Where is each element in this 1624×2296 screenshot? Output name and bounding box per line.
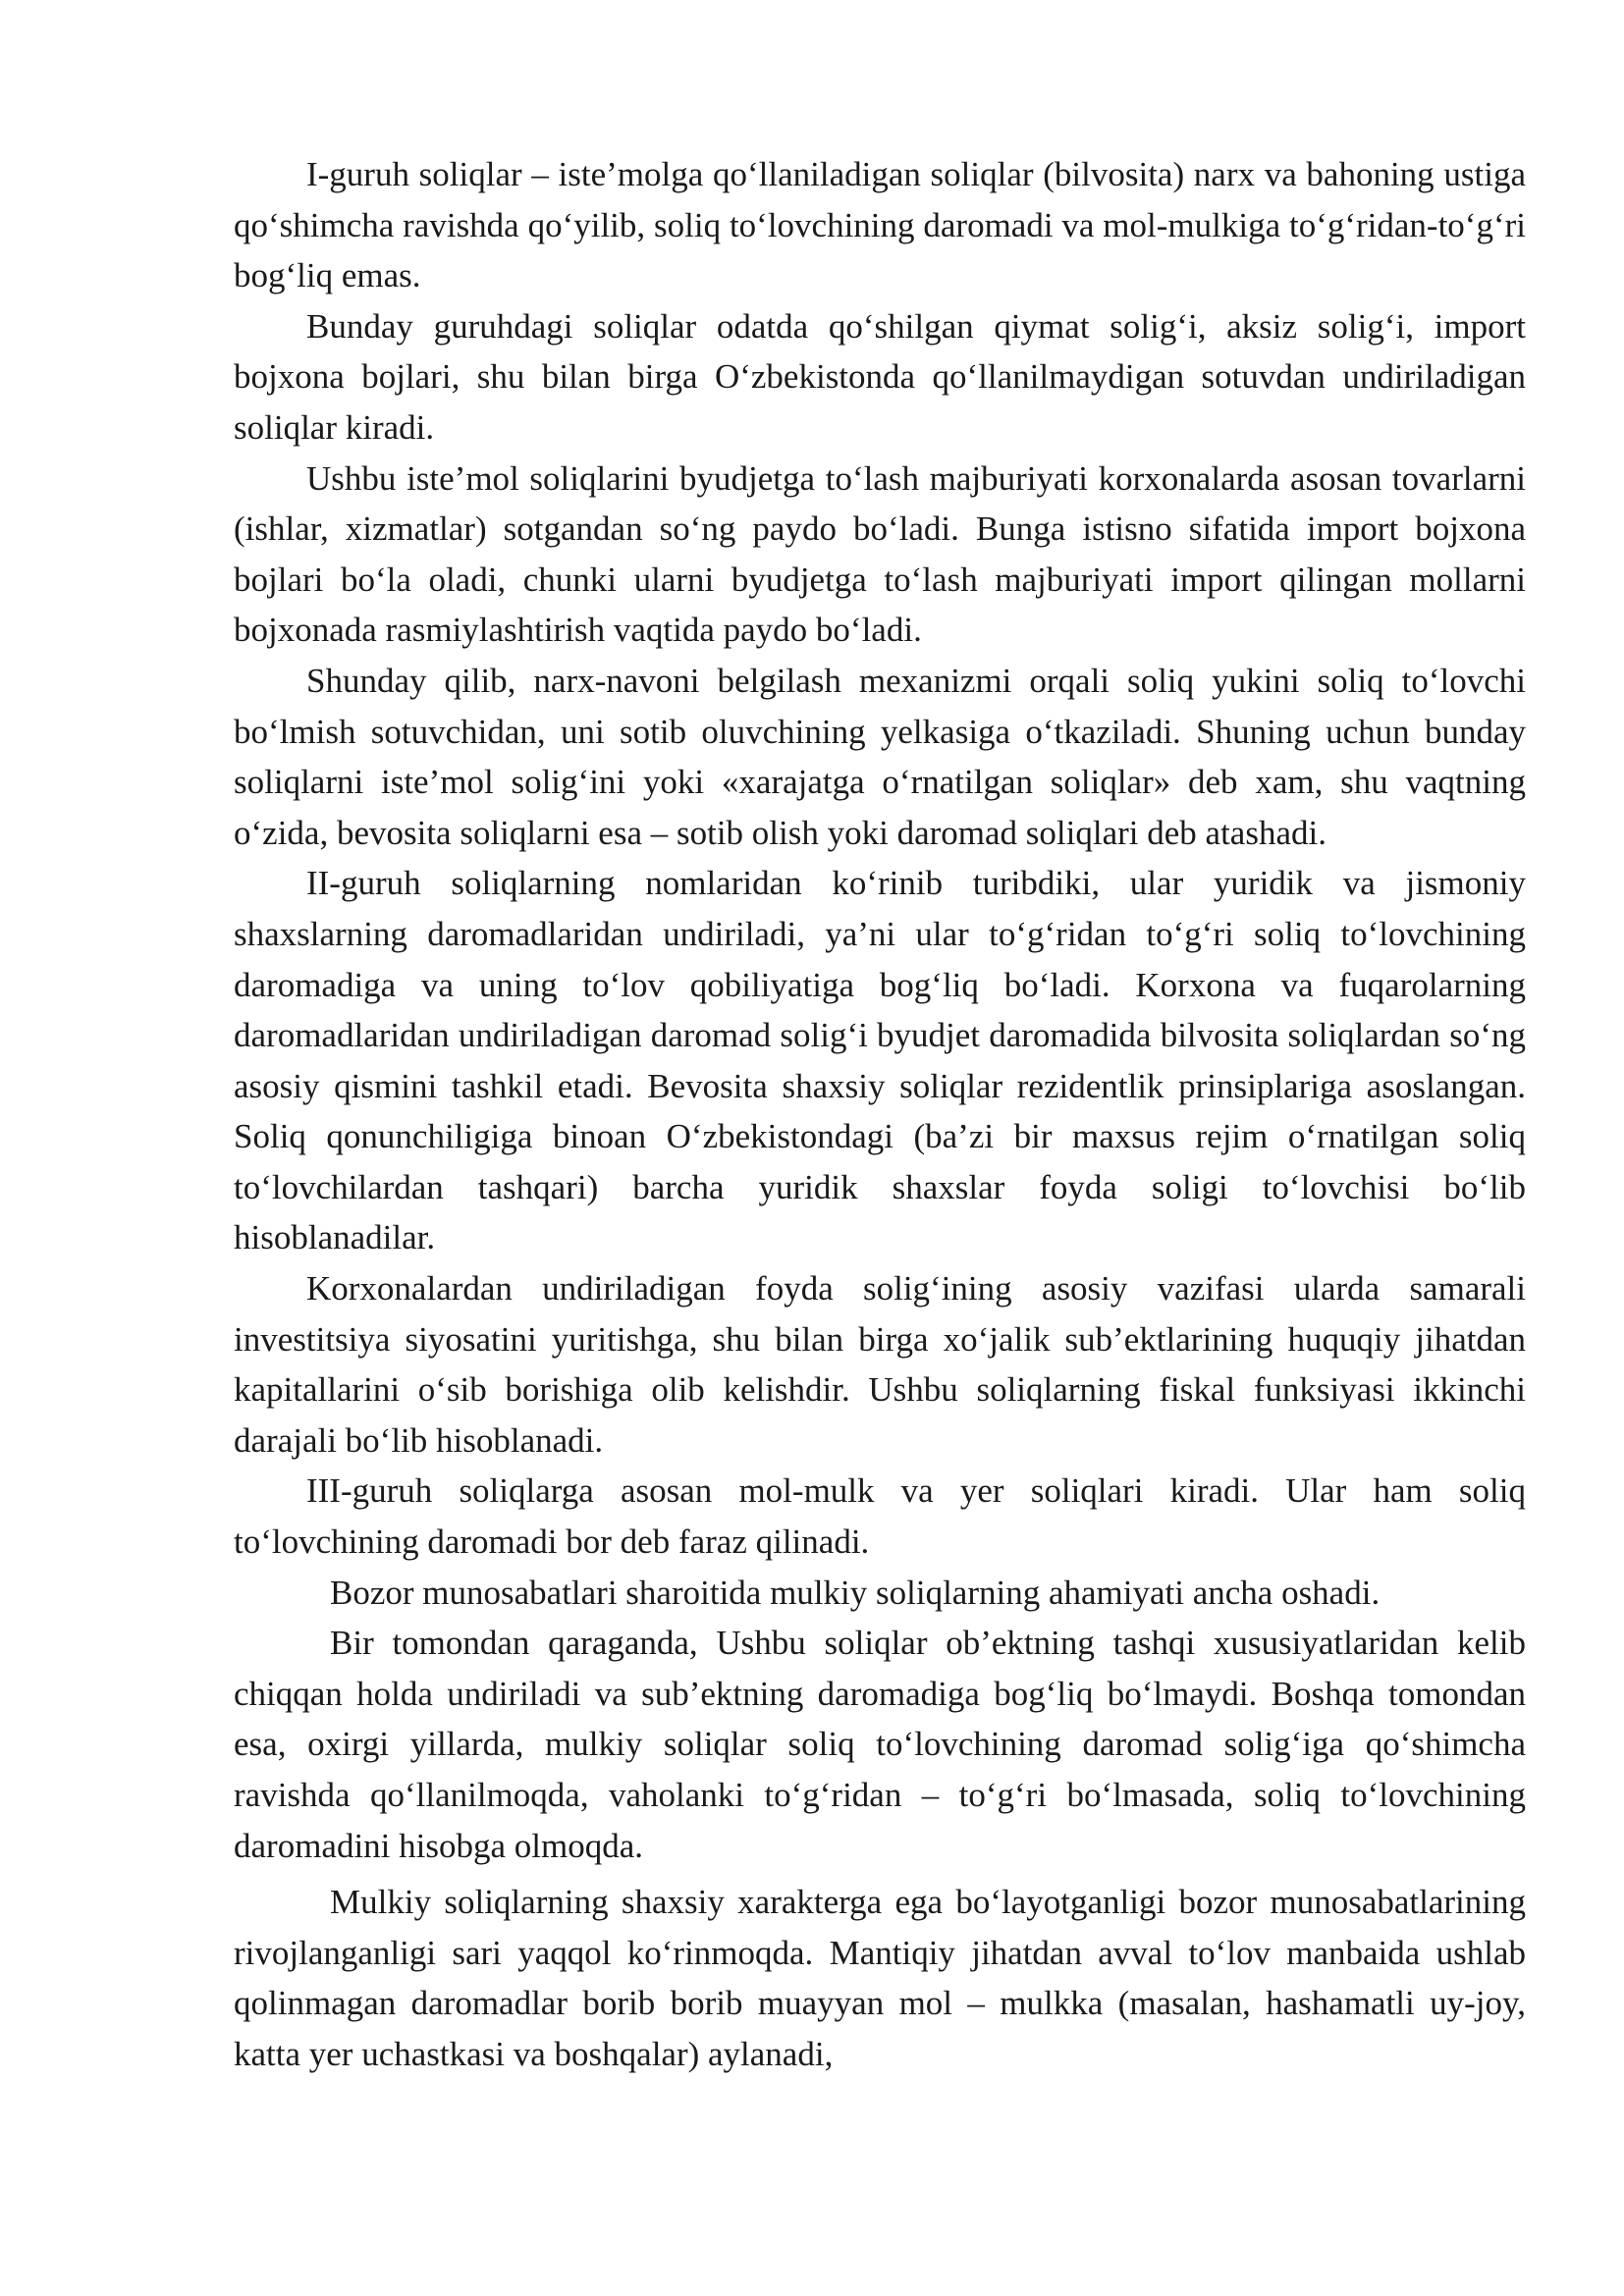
paragraph-1: I-guruh soliqlar – iste’molga qo‘llaniladigan soliqlar (bilvosita) narx va bahoning ustiga qo‘shimcha ravishda qo‘yilib, soliq to‘lovchining daromadi va mol-mulkiga to‘g‘ridan-to‘g‘ri bog‘liq emas. [234, 155, 1526, 295]
paragraph-4: Shunday qilib, narx-navoni belgilash mexanizmi orqali soliq yukini soliq to‘lovchi bo‘lmish sotuvchidan, uni sotib oluvchining yelkasiga o‘tkaziladi. Shuning uchun bunday soliqlarni iste’mol solig‘ini yoki «xarajatga o‘rnatilgan soliqlar» deb xam, shu vaqtning o‘zida, bevosita soliqlarni esa – sotib olish yoki daromad soliqlari deb atashadi. [234, 661, 1526, 852]
paragraph-7: III-guruh soliqlarga asosan mol-mulk va yer soliqlari kiradi. Ular ham soliq to‘lovchining daromadi bor deb faraz qilinadi. [234, 1471, 1526, 1562]
document-page [234, 149, 1526, 2080]
paragraph-3: Ushbu iste’mol soliqlarini byudjetga to‘lash majburiyati korxonalarda asosan tovarlarni (ishlar, xizmatlar) sotgandan so‘ng paydo bo‘ladi. Bunga istisno sifatida import bojxona bojlari bo‘la oladi, chunki ularni byudjetga to‘lash majburiyati import qilingan mollarni bojxonada rasmiylashtirish vaqtida paydo bo‘ladi. [234, 458, 1526, 650]
paragraph-8: Bozor munosabatlari sharoitida mulkiy soliqlarning ahamiyati ancha oshadi. [330, 1573, 1380, 1612]
paragraph-2: Bunday guruhdagi soliqlar odatda qo‘shilgan qiymat solig‘i, aksiz solig‘i, import bojxona bojlari, shu bilan birga O‘zbekistonda qo‘llanilmaydigan sotuvdan undiriladigan soliqlar kiradi. [234, 306, 1526, 447]
paragraph-10: Mulkiy soliqlarning shaxsiy xarakterga ega bo‘layotganligi bozor munosabatlarining rivojlanganligi sari yaqqol ko‘rinmoqda. Mantiqiy jihatdan avval to‘lov manbaida ushlab qolinmagan daromadlar borib borib muayyan mol – mulkka (masalan, hashamatli uy-joy, katta yer uchastkasi va boshqalar) aylanadi, [234, 1883, 1526, 2073]
paragraph-6: Korxonalardan undiriladigan foyda solig‘ining asosiy vazifasi ularda samarali investitsiya siyosatini yuritishga, shu bilan birga xo‘jalik sub’ektlarining huquqiy jihatdan kapitallarini o‘sib borishiga olib kelishdir. Ushbu soliqlarning fiskal funksiyasi ikkinchi darajali bo‘lib hisoblanadi. [234, 1269, 1526, 1460]
paragraph-9: Bir tomondan qaraganda, Ushbu soliqlar ob’ektning tashqi xususiyatlaridan kelib chiqqan holda undiriladi va sub’ektning daromadiga bog‘liq bo‘lmaydi. Boshqa tomondan esa, oxirgi yillarda, mulkiy soliqlar soliq to‘lovchining daromad solig‘iga qo‘shimcha ravishda qo‘llanilmoqda, vaholanki to‘g‘ridan – to‘g‘ri bo‘lmasada, soliq to‘lovchining daromadini hisobga olmoqda. [234, 1624, 1526, 1865]
paragraph-5: II-guruh soliqlarning nomlaridan ko‘rinib turibdiki, ular yuridik va jismoniy shaxslarning daromadlaridan undiriladi, ya’ni ular to‘g‘ridan to‘g‘ri soliq to‘lovchining daromadiga va uning to‘lov qobiliyatiga bog‘liq bo‘ladi. Korxona va fuqarolarning daromadlaridan undiriladigan daromad solig‘i byudjet daromadida bilvosita soliqlardan so‘ng asosiy qismini tashkil etadi. Bevosita shaxsiy soliqlar rezidentlik prinsiplariga asoslangan. Soliq qonunchiligiga binoan O‘zbekistondagi (ba’zi bir maxsus rejim o‘rnatilgan soliq to‘lovchilardan tashqari) barcha yuridik shaxslar foyda soligi to‘lovchisi bo‘lib hisoblanadilar. [234, 864, 1526, 1257]
